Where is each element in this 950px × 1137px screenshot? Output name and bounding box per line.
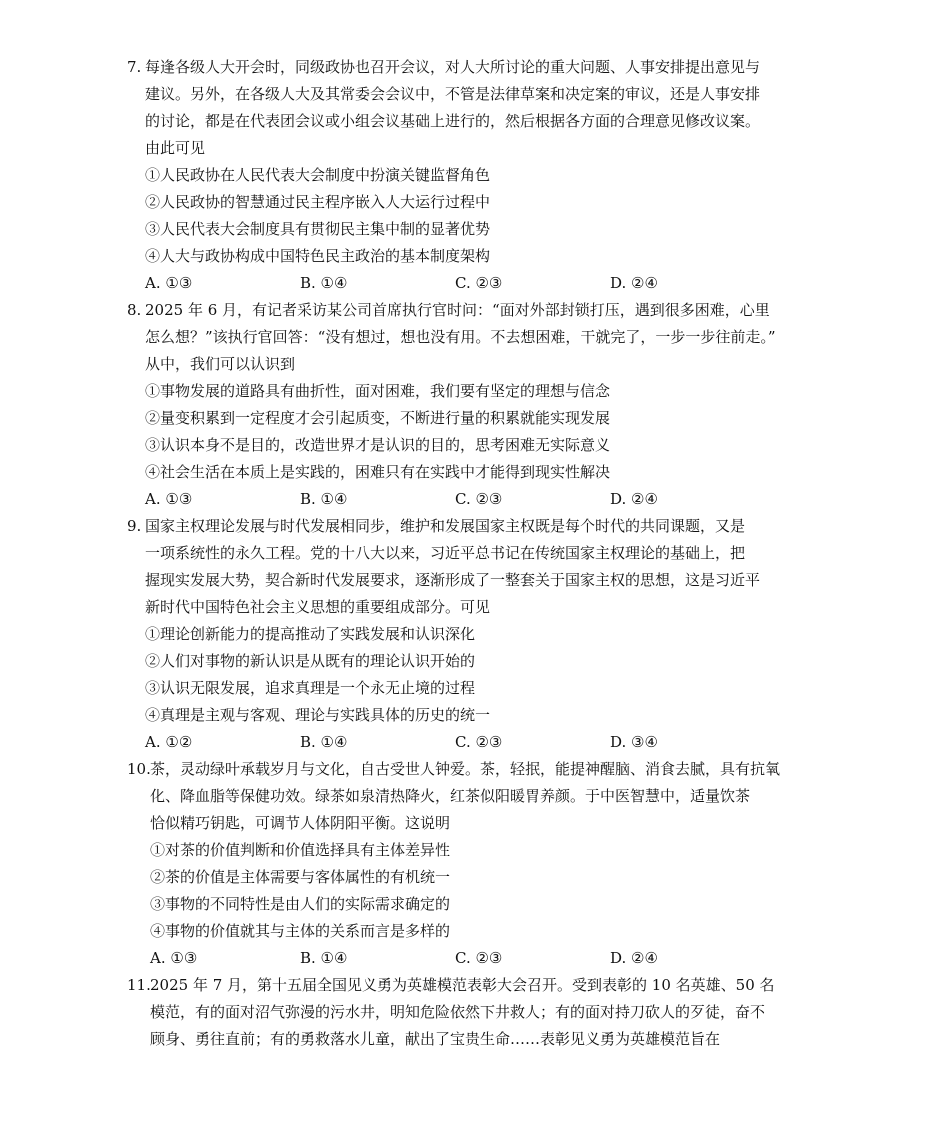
stem-line: 新时代中国特色社会主义思想的重要组成部分。可见 [145,598,491,616]
stem-line: 恰似精巧钥匙，可调节人体阴阳平衡。这说明 [150,814,451,832]
option-d: D. ③④ [610,733,658,751]
option-c: C. ②③ [455,949,503,967]
statement: ④人大与政协构成中国特色民主政治的基本制度架构 [145,247,491,265]
question-number: 10. [127,760,151,778]
option-b: B. ①④ [300,490,348,508]
option-d: D. ②④ [610,490,658,508]
question-number: 11. [127,976,151,994]
statement: ④社会生活在本质上是实践的，困难只有在实践中才能得到现实性解决 [145,463,611,481]
statement: ③事物的不同特性是由人们的实际需求确定的 [150,895,451,913]
stem-line: 一项系统性的永久工程。党的十八大以来，习近平总书记在传统国家主权理论的基础上，把 [145,544,746,562]
question-number: 7. [127,58,142,76]
statement: ②量变积累到一定程度才会引起质变，不断进行量的积累就能实现发展 [145,409,611,427]
stem-line: 顾身、勇往直前；有的勇救落水儿童，献出了宝贵生命……表彰见义勇为英雄模范旨在 [150,1030,721,1048]
stem-line: 国家主权理论发展与时代发展相同步，维护和发展国家主权既是每个时代的共同课题，又是 [145,517,746,535]
statement: ④真理是主观与客观、理论与实践具体的历史的统一 [145,706,491,724]
statement: ③人民代表大会制度具有贯彻民主集中制的显著优势 [145,220,491,238]
stem-line: 每逢各级人大开会时，同级政协也召开会议，对人大所讨论的重大问题、人事安排提出意见与 [145,58,761,76]
statement: ①理论创新能力的提高推动了实践发展和认识深化 [145,625,476,643]
statement: ②人们对事物的新认识是从既有的理论认识开始的 [145,652,476,670]
stem-line: 2025 年 7 月，第十五届全国见义勇为英雄模范表彰大会召开。受到表彰的 10 名英雄、50 名 [150,976,775,994]
statement: ①人民政协在人民代表大会制度中扮演关键监督角色 [145,166,491,184]
option-a: A. ①③ [145,490,193,508]
statement: ③认识无限发展，追求真理是一个永无止境的过程 [145,679,476,697]
stem-line: 怎么想？”该执行官回答：“没有想过，想也没有用。不去想困难，干就完了，一步一步往前走。” [145,328,776,346]
statement: ③认识本身不是目的，改造世界才是认识的目的，思考困难无实际意义 [145,436,611,454]
stem-line: 模范，有的面对沼气弥漫的污水井，明知危险依然下井救人；有的面对持刀砍人的歹徒，奋不 [150,1003,766,1021]
stem-line: 2025 年 6 月，有记者采访某公司首席执行官时问：“面对外部封锁打压，遇到很多困难，心里 [145,301,770,319]
option-c: C. ②③ [455,490,503,508]
option-b: B. ①④ [300,949,348,967]
stem-line: 由此可见 [145,139,206,157]
option-d: D. ②④ [610,949,658,967]
stem-line: 从中，我们可以认识到 [145,355,296,373]
option-c: C. ②③ [455,733,503,751]
statement: ②茶的价值是主体需要与客体属性的有机统一 [150,868,451,886]
stem-line: 建议。另外，在各级人大及其常委会会议中，不管是法律草案和决定案的审议，还是人事安排 [145,85,761,103]
stem-line: 化、降血脂等保健功效。绿茶如泉清热降火，红茶似阳暖胃养颜。于中医智慧中，适量饮茶 [150,787,751,805]
option-a: A. ①③ [150,949,198,967]
question-number: 8. [127,301,142,319]
stem-line: 茶，灵动绿叶承载岁月与文化，自古受世人钟爱。茶，轻抿，能提神醒脑、消食去腻，具有抗氧 [150,760,781,778]
statement: ②人民政协的智慧通过民主程序嵌入人大运行过程中 [145,193,491,211]
statement: ①事物发展的道路具有曲折性，面对困难，我们要有坚定的理想与信念 [145,382,611,400]
option-a: A. ①③ [145,274,193,292]
stem-line: 握现实发展大势，契合新时代发展要求，逐渐形成了一整套关于国家主权的思想，这是习近平 [145,571,761,589]
option-c: C. ②③ [455,274,503,292]
stem-line: 的讨论，都是在代表团会议或小组会议基础上进行的，然后根据各方面的合理意见修改议案。 [145,112,761,130]
option-a: A. ①② [145,733,193,751]
option-b: B. ①④ [300,274,348,292]
option-b: B. ①④ [300,733,348,751]
option-d: D. ②④ [610,274,658,292]
statement: ①对茶的价值判断和价值选择具有主体差异性 [150,841,451,859]
question-number: 9. [127,517,142,535]
statement: ④事物的价值就其与主体的关系而言是多样的 [150,922,451,940]
